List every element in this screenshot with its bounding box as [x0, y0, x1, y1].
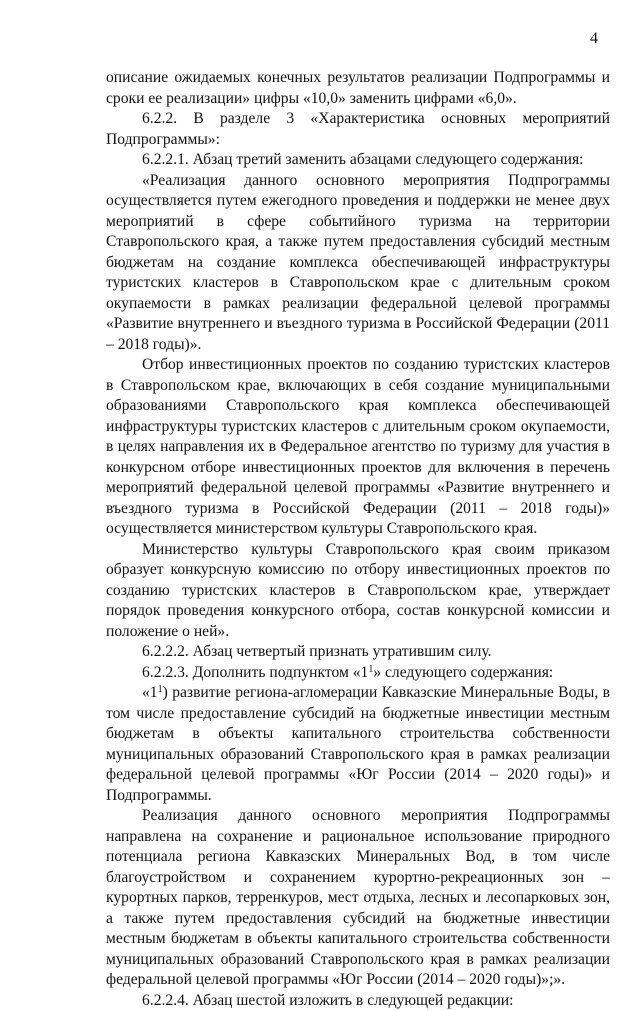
- paragraph-6-2-2-2: 6.2.2.2. Абзац четвертый признать утратившим силу.: [106, 642, 610, 663]
- paragraph-6-2-2: 6.2.2. В разделе 3 «Характеристика основных мероприятий Подпрограммы»:: [106, 109, 610, 150]
- superscript: 1: [158, 684, 163, 695]
- text-span: 6.2.2.3. Дополнить подпунктом «1: [142, 664, 368, 681]
- paragraph-subitem-1-1: [106, 683, 610, 806]
- page-number: 4: [590, 30, 598, 48]
- paragraph-ministry-commission: Министерство культуры Ставропольского края своим приказом образует конкурсную комиссию по отбору инвестиционных проектов по созданию туристских кластеров в Ставропольском крае, утверждает порядок проведения конкурсного отбора, состав конкурсной комиссии и положение о ней».: [106, 540, 610, 643]
- paragraph-6-2-2-3: [106, 663, 610, 684]
- text-span: «1: [142, 684, 158, 701]
- text-span: ) развитие региона-агломерации Кавказские Минеральные Воды, в том числе предоставление субсидий на бюджетные инвестиции местным бюджетам в объекты капитального строительства собственности муниципальных образований Ставропольского края в рамках реализации федеральной целевой программы «Юг России (2014 – 2020 годы)» и Подпрограммы.: [106, 684, 610, 804]
- paragraph-kmv-implementation: Реализация данного основного мероприятия Подпрограммы направлена на сохранение и рациональное использование природного потенциала региона Кавказских Минеральных Вод, в том числе благоустройством и сохранением курортно-рекреационных зон – курортных парков, терренкуров, мест отдыха, лесных и лесопарковых зон, а также путем предоставления субсидий на бюджетные инвестиции местным бюджетам в объекты капитального строительства собственности муниципальных образований Ставропольского края в рамках реализации федеральной целевой программы «Юг России (2014 – 2020 годы)»;».: [106, 806, 610, 991]
- document-body: [106, 68, 610, 1011]
- paragraph-project-selection: Отбор инвестиционных проектов по созданию туристских кластеров в Ставропольском крае, включающих в себя создание муниципальными образованиями Ставропольского края комплекса обеспечивающей инфраструктуры туристских кластеров с длительным сроком окупаемости, в целях направления их в Федеральное агентство по туризму для участия в конкурсном отборе инвестиционных проектов для включения в перечень мероприятий федеральной целевой программы «Развитие внутреннего и въездного туризма в Российской Федерации (2011 – 2018 годы)» осуществляется министерством культуры Ставропольского края.: [106, 355, 610, 540]
- paragraph-6-2-2-4: 6.2.2.4. Абзац шестой изложить в следующей редакции:: [106, 991, 610, 1011]
- superscript: 1: [368, 664, 373, 675]
- paragraph-continuation: описание ожидаемых конечных результатов реализации Подпрограммы и сроки ее реализации» цифры «10,0» заменить цифрами «6,0».: [106, 68, 610, 109]
- paragraph-6-2-2-1: 6.2.2.1. Абзац третий заменить абзацами следующего содержания:: [106, 150, 610, 171]
- text-span: » следующего содержания:: [373, 664, 553, 681]
- paragraph-quote-implementation: «Реализация данного основного мероприятия Подпрограммы осуществляется путем ежегодного проведения и поддержки не менее двух мероприятий в сфере событийного туризма на территории Ставропольского края, а также путем предоставления субсидий местным бюджетам на создание комплекса обеспечивающей инфраструктуры туристских кластеров в Ставропольском крае с длительным сроком окупаемости в рамках реализации федеральной целевой программы «Развитие внутреннего и въездного туризма в Российской Федерации (2011 – 2018 годы)».: [106, 171, 610, 356]
